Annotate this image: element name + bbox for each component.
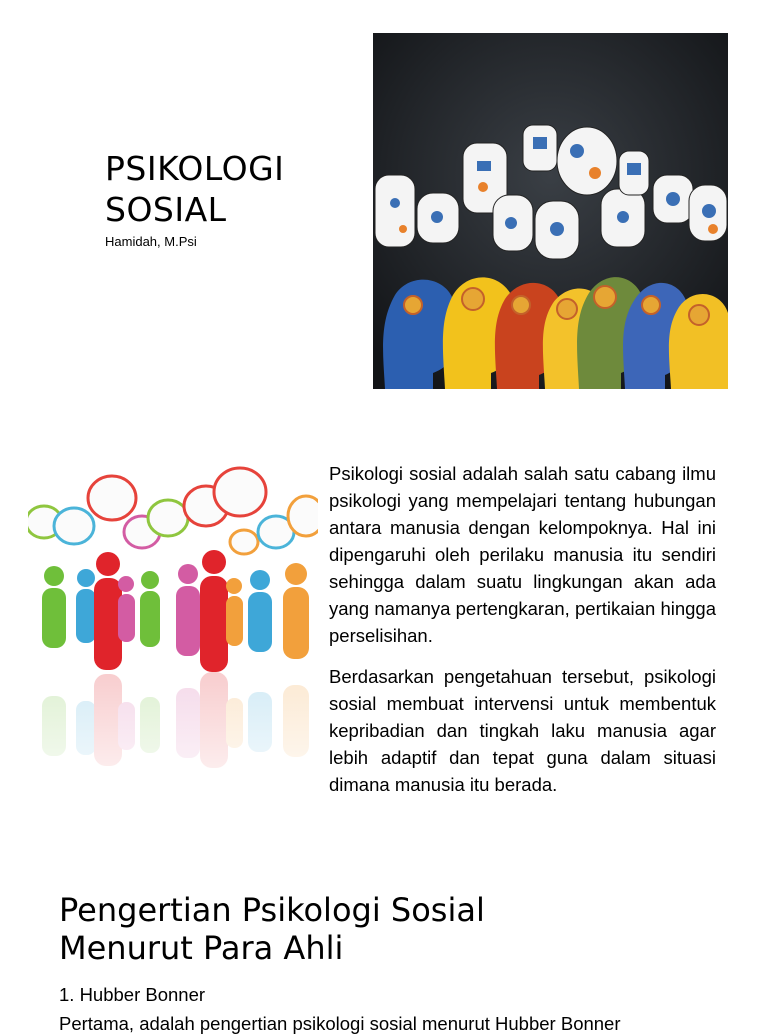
author-name: Hamidah, M.Psi <box>105 234 197 249</box>
intro-paragraph-1: Psikologi sosial adalah salah satu cabang ilmu psikologi yang mempelajari tentang hubungan antara manusia dengan kelompoknya. Hal ini dipengaruhi oleh perilaku manusia itu sendiri sehingga dalam suatu lingkungan akan ada yang namanya pertengkaran, pertikaian hingga perselisihan. <box>329 463 716 646</box>
cut-off-text: Pertama, adalah pengertian psikologi sosial menurut Hubber Bonner <box>59 1013 621 1034</box>
document-title <box>105 148 284 230</box>
section-heading-line-2: Menurut Para Ahli <box>59 929 344 967</box>
section-heading-line-1: Pengertian Psikologi Sosial <box>59 891 485 929</box>
title-line-1: PSIKOLOGI <box>105 149 285 188</box>
title-line-2: SOSIAL <box>105 190 227 229</box>
intro-text <box>329 460 716 812</box>
list-item-hubber-bonner: 1. Hubber Bonner <box>59 984 206 1005</box>
section-heading <box>59 891 739 967</box>
intro-paragraph-2: Berdasarkan pengetahuan tersebut, psikologi sosial membuat intervensi untuk membentuk kepribadian dan tingkah laku manusia agar lebih adaptif dan tepat guna dalam situasi dimana manusia itu berada. <box>329 666 716 795</box>
people-illustration <box>28 456 318 824</box>
heads-illustration <box>373 33 728 389</box>
